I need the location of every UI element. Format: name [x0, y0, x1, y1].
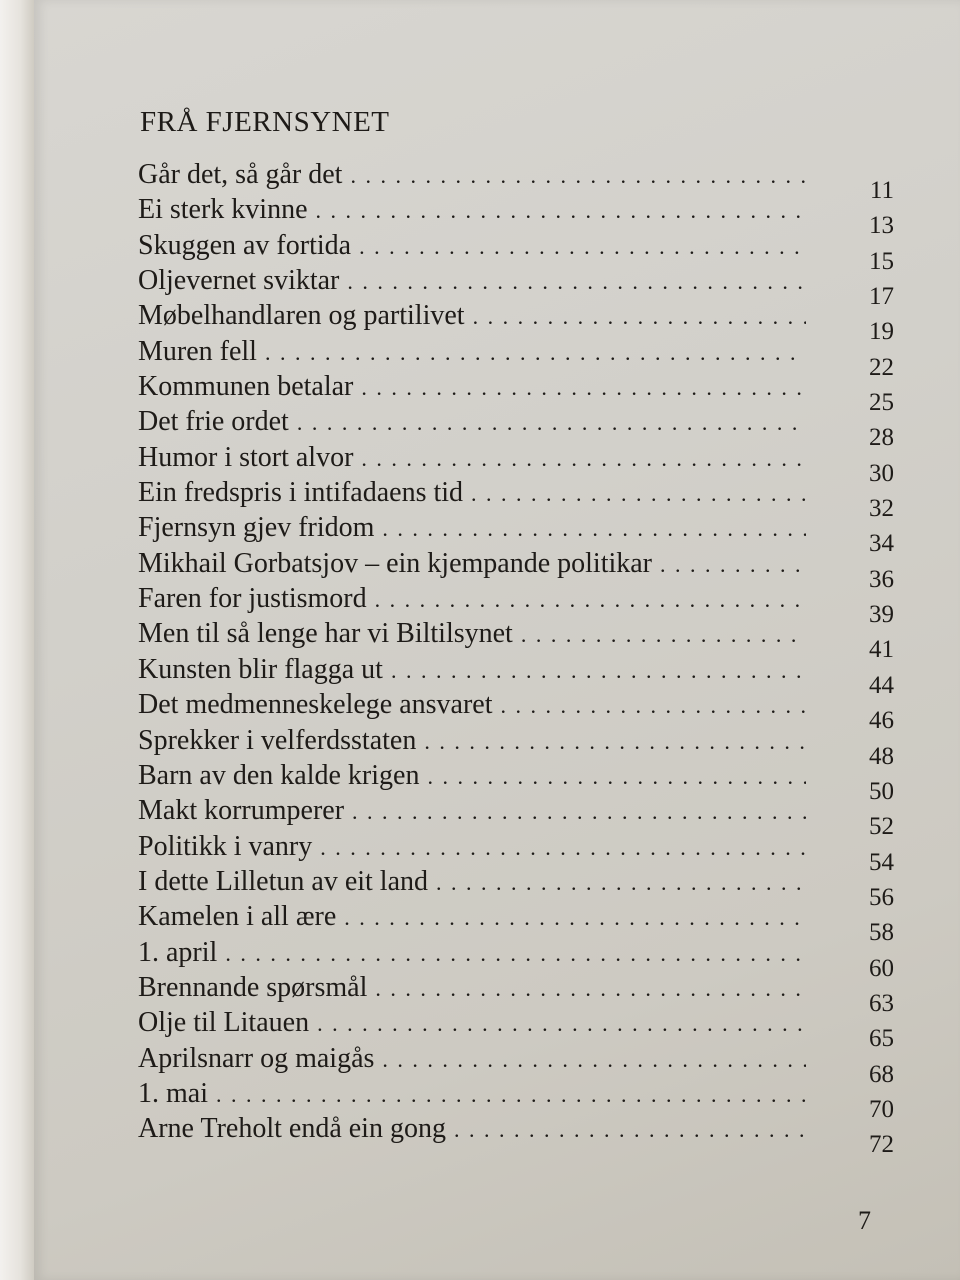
dot-leader: [344, 901, 806, 935]
table-of-contents: [138, 158, 894, 1159]
toc-entry-title: Kamelen i all ære: [138, 901, 337, 933]
toc-entry-title: Ein fredspris i intifadaens tid: [138, 477, 464, 509]
toc-entry-page: 30: [869, 459, 894, 487]
toc-entry-title: Sprekker i velferdsstaten: [138, 724, 417, 756]
toc-entry-page: 56: [869, 883, 894, 911]
dot-leader: [375, 972, 806, 1006]
toc-entry: [138, 759, 894, 805]
dot-leader: [317, 1007, 806, 1041]
toc-entry-page: 13: [869, 212, 894, 240]
toc-entry: [138, 865, 894, 911]
toc-entry: [138, 688, 894, 735]
toc-entry-title: Ei sterk kvinne: [138, 194, 308, 226]
dot-leader: [382, 1043, 806, 1077]
toc-entry: [138, 794, 894, 841]
page-number: 7: [858, 1206, 871, 1235]
toc-entry-page: 54: [869, 848, 894, 876]
toc-entry-title: Arne Treholt endå ein gong: [138, 1113, 446, 1145]
toc-entry: [138, 900, 894, 947]
dot-leader: [427, 760, 806, 794]
toc-entry-title: Skuggen av fortida: [138, 229, 352, 261]
toc-entry-title: Men til så lenge har vi Biltilsynet: [138, 618, 513, 650]
toc-entry: [138, 264, 894, 311]
toc-entry-title: 1. april: [138, 936, 218, 968]
toc-entry: [138, 405, 894, 452]
toc-entry-page: 22: [869, 353, 894, 381]
toc-entry-title: Aprilsnarr og maigås: [138, 1042, 375, 1074]
toc-entry: [138, 511, 894, 558]
toc-entry-page: 25: [869, 389, 894, 417]
dot-leader: [350, 159, 806, 193]
dot-leader: [424, 725, 806, 759]
toc-entry-title: Brennande spørsmål: [138, 971, 368, 1003]
dot-leader: [501, 689, 806, 723]
toc-entry-page: 65: [869, 1025, 894, 1053]
toc-entry-page: 41: [869, 636, 894, 664]
toc-entry-title: I dette Lilletun av eit land: [138, 865, 429, 897]
toc-entry-title: Muren fell: [138, 335, 257, 367]
toc-entry-page: 70: [869, 1095, 894, 1123]
toc-entry: [138, 229, 894, 275]
toc-entry: [138, 971, 894, 1017]
toc-entry-title: Det medmenneskelege ansvaret: [138, 689, 493, 721]
adjacent-page-edge: [0, 0, 34, 1280]
dot-leader: [375, 583, 806, 617]
toc-entry-page: 19: [869, 318, 894, 346]
toc-entry: [138, 476, 894, 523]
toc-entry: [138, 370, 894, 417]
dot-leader: [391, 654, 806, 688]
toc-entry: [138, 617, 894, 664]
toc-entry-title: Det frie ordet: [138, 406, 289, 438]
toc-entry-title: Faren for justismord: [138, 583, 367, 615]
toc-entry-title: Kommunen betalar: [138, 371, 354, 403]
dot-leader: [216, 1078, 806, 1112]
toc-entry: [138, 441, 894, 487]
toc-entry-page: 15: [869, 247, 894, 275]
dot-leader: [225, 937, 806, 971]
toc-entry: [138, 193, 894, 240]
dot-leader: [361, 442, 806, 476]
toc-entry: [138, 653, 894, 699]
toc-entry-title: Går det, så går det: [138, 159, 343, 190]
toc-entry-title: 1. mai: [138, 1077, 208, 1109]
toc-entry-title: Politikk i vanry: [138, 830, 313, 862]
dot-leader: [352, 795, 806, 829]
dot-leader: [347, 265, 806, 299]
dot-leader: [382, 512, 806, 546]
toc-entry: [138, 724, 894, 770]
dot-leader: [316, 194, 806, 228]
toc-entry-page: 63: [869, 989, 894, 1017]
toc-entry-page: 36: [869, 565, 894, 593]
toc-entry: [138, 1006, 894, 1053]
toc-entry: [138, 1042, 894, 1088]
toc-entry: [138, 582, 894, 629]
toc-entry-page: 60: [869, 954, 894, 982]
toc-entry-page: 34: [869, 530, 894, 558]
dot-leader: [297, 406, 806, 440]
toc-entry: [138, 299, 894, 346]
toc-entry-page: 46: [869, 707, 894, 735]
dot-leader: [660, 548, 806, 582]
toc-entry-page: 68: [869, 1060, 894, 1088]
dot-leader: [471, 477, 806, 511]
dot-leader: [454, 1113, 806, 1147]
section-heading: FRÅ FJERNSYNET: [140, 106, 390, 138]
toc-entry: [138, 936, 894, 982]
toc-entry-title: Makt korrumperer: [138, 795, 345, 827]
toc-entry-page: 32: [869, 495, 894, 523]
toc-entry: [138, 335, 894, 381]
toc-entry-title: Møbelhandlaren og partilivet: [138, 300, 465, 332]
dot-leader: [361, 371, 806, 405]
dot-leader: [436, 866, 806, 900]
toc-entry-title: Kunsten blir flagga ut: [138, 653, 383, 685]
toc-entry-title: Mikhail Gorbatsjov – ein kjempande politikar: [138, 547, 653, 579]
toc-entry-page: 52: [869, 813, 894, 841]
dot-leader: [359, 230, 806, 264]
toc-entry-title: Olje til Litauen: [138, 1007, 310, 1039]
toc-entry: [138, 1112, 894, 1159]
dot-leader: [320, 831, 806, 865]
dot-leader: [473, 300, 806, 334]
toc-entry-page: 72: [869, 1131, 894, 1159]
toc-entry-title: Humor i stort alvor: [138, 441, 354, 473]
dot-leader: [521, 618, 806, 652]
toc-entry-page: 39: [869, 601, 894, 629]
toc-entry-page: 50: [869, 777, 894, 805]
toc-entry: [138, 1077, 894, 1123]
toc-entry-page: 48: [869, 742, 894, 770]
toc-entry: [138, 547, 894, 593]
toc-entry-title: Barn av den kalde krigen: [138, 759, 420, 791]
toc-entry-page: 28: [869, 424, 894, 452]
toc-entry: [138, 830, 894, 876]
dot-leader: [265, 336, 806, 370]
toc-entry-title: Oljevernet sviktar: [138, 265, 340, 297]
toc-entry-page: 17: [869, 283, 894, 311]
toc-entry-page: 11: [869, 177, 894, 204]
toc-entry-page: 58: [869, 919, 894, 947]
toc-entry-page: 44: [869, 671, 894, 699]
toc-entry-title: Fjernsyn gjev fridom: [138, 512, 375, 544]
toc-entry: [138, 158, 894, 204]
